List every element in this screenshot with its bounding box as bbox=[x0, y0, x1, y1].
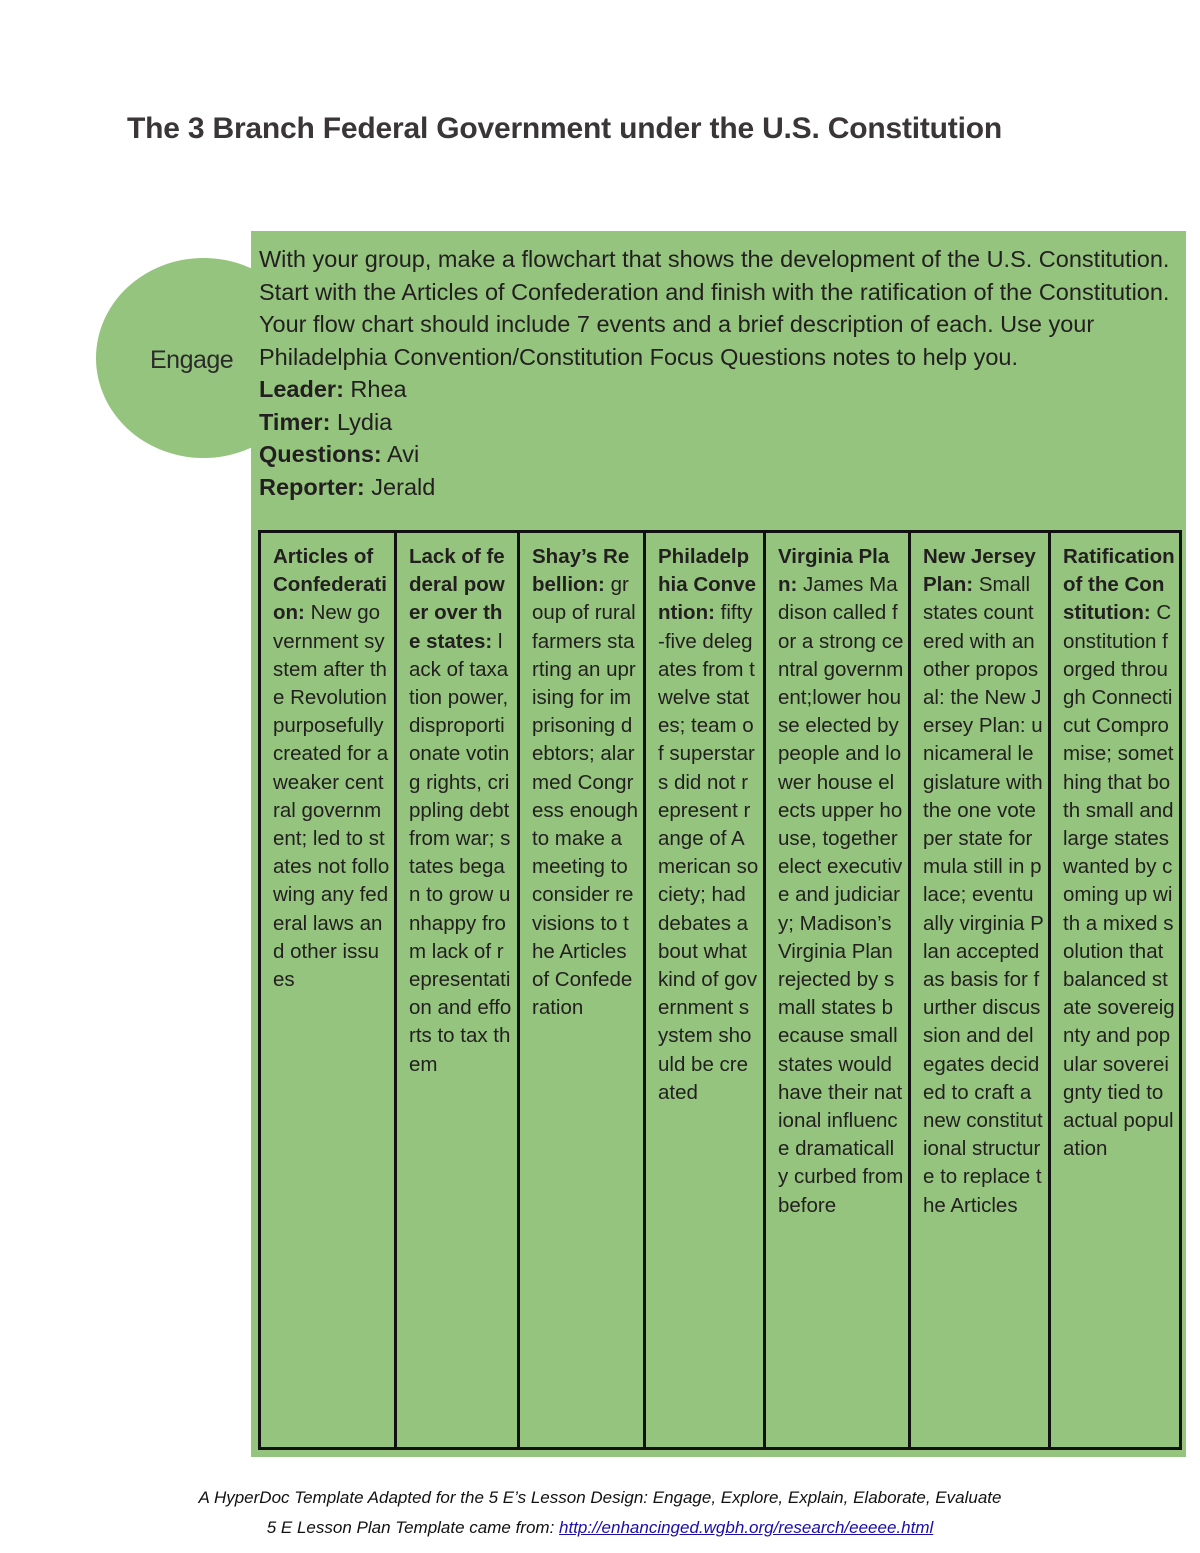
template-source-link[interactable]: http://enhancinged.wgbh.org/research/eeeee.html bbox=[559, 1518, 934, 1537]
flowchart-cell-lack-of-power bbox=[396, 532, 519, 1449]
role-timer bbox=[259, 406, 1179, 439]
role-name: Lydia bbox=[336, 408, 393, 435]
cell-text: New government system after the Revolution purposefully created for a weaker central government; led to states not following any federal laws and other issues bbox=[273, 601, 390, 992]
cell-heading: Articles of Confederation: bbox=[273, 545, 387, 625]
role-label: Leader: bbox=[259, 376, 344, 402]
cell-heading: Philadelphia Convention: bbox=[658, 545, 756, 625]
cell-text: Small states countered with another proposal: the New Jersey Plan: unicameral legislature with the one vote per state formula still in place; eventually virginia Plan accepted as basis for further discussion and delegates decided to craft a new constitutional structure to replace the Articles bbox=[923, 573, 1044, 1217]
role-reporter bbox=[259, 471, 1179, 504]
flowchart-cell-articles bbox=[260, 532, 396, 1449]
role-questions bbox=[259, 438, 1179, 471]
cell-heading: Virginia Plan: bbox=[778, 545, 890, 597]
cell-text: James Madison called for a strong central government;lower house elected by people and lower house elects upper house, together elect executive and judiciary; Madison’s Virginia Plan rejected by small states because small states would have their national influence dramatically curbed from before bbox=[778, 573, 904, 1217]
flowchart-cell-shays-rebellion bbox=[519, 532, 645, 1449]
flowchart-table bbox=[258, 530, 1182, 1450]
flowchart-row bbox=[260, 532, 1181, 1449]
engage-label: Engage bbox=[150, 346, 234, 374]
role-label: Timer: bbox=[259, 408, 331, 435]
flowchart-cell-new-jersey-plan bbox=[910, 532, 1050, 1449]
cell-heading: Ratification of the Constitution: bbox=[1063, 545, 1175, 625]
role-name: Avi bbox=[386, 441, 420, 467]
page-title: The 3 Branch Federal Government under the U.S. Constitution bbox=[127, 112, 1002, 145]
cell-heading: Lack of federal power over the states: bbox=[409, 545, 505, 653]
flowchart-cell-virginia-plan bbox=[765, 532, 910, 1449]
footer-line-1: A HyperDoc Template Adapted for the 5 E’s Lesson Design: Engage, Explore, Explain, Elaborate, Evaluate bbox=[198, 1488, 1002, 1507]
cell-heading: Shay’s Rebellion: bbox=[532, 545, 630, 597]
cell-text: group of rural farmers starting an uprising for imprisoning debtors; alarmed Congress enough to make a meeting to consider revisions to the Articles of Confederation bbox=[532, 573, 639, 1020]
role-name: Jerald bbox=[371, 473, 436, 500]
cell-heading: New Jersey Plan: bbox=[923, 545, 1036, 597]
footer-prefix: 5 E Lesson Plan Template came from: bbox=[266, 1518, 560, 1537]
role-leader bbox=[259, 373, 1179, 406]
engage-instructions bbox=[259, 243, 1179, 503]
role-label: Reporter: bbox=[259, 473, 365, 500]
footer-line-2 bbox=[0, 1518, 1200, 1538]
role-label: Questions: bbox=[259, 441, 382, 467]
cell-text: Constitution forged through Connecticut Compromise; something that both small and large states wanted by coming up with a mixed solution that balanced state sovereignty and popular sovereignty tied to actual population bbox=[1063, 601, 1175, 1161]
role-name: Rhea bbox=[350, 376, 407, 402]
cell-text: fifty-five delegates from twelve states; team of superstars did not represent range of American society; had debates about what kind of government system should be created bbox=[658, 601, 759, 1104]
cell-text: lack of taxation power, disproportionate voting rights, crippling debt from war; states began to grow unhappy from lack of representation and efforts to tax them bbox=[409, 629, 512, 1076]
flowchart-cell-ratification bbox=[1050, 532, 1181, 1449]
flowchart-cell-philadelphia bbox=[645, 532, 765, 1449]
instructions-text: With your group, make a flowchart that shows the development of the U.S. Constitution. Start with the Articles of Confederation and finish with the ratification of the Constitution. Your flow chart should include 7 events and a brief description of each. Use your Philadelphia Convention/Constitution Focus Questions notes to help you. bbox=[259, 246, 1170, 370]
